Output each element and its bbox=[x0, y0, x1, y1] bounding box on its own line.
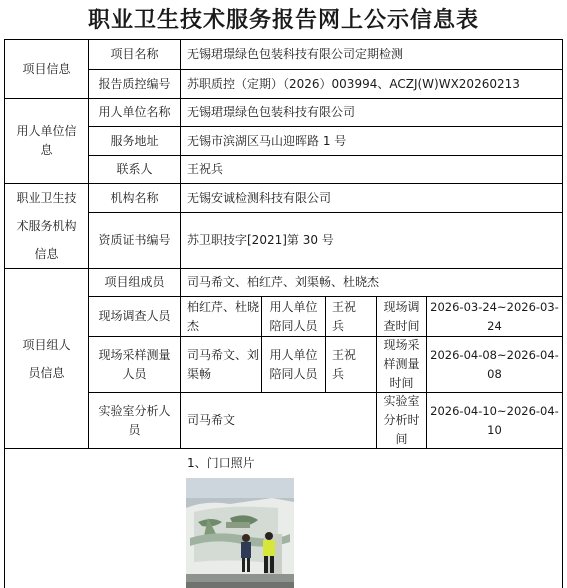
survey-staff-value: 柏红芹、杜晓杰 bbox=[187, 299, 260, 333]
service-address-label: 服务地址 bbox=[110, 133, 159, 148]
lab-time-value: 2026-04-10~2026-04-10 bbox=[430, 403, 559, 437]
survey-time-label: 现场调查时间 bbox=[383, 299, 420, 333]
contact-label: 联系人 bbox=[116, 162, 153, 176]
cert-number-label: 资质证书编号 bbox=[98, 233, 171, 247]
sampling-escort-value: 王祝兵 bbox=[332, 347, 357, 381]
report-number-label: 报告质控编号 bbox=[98, 76, 171, 91]
survey-escort-value: 王祝兵 bbox=[332, 299, 357, 333]
lab-staff-value: 司马希文 bbox=[187, 413, 236, 427]
survey-escort-label: 用人单位陪同人员 bbox=[269, 299, 318, 333]
cert-number-value: 苏卫职技字[2021]第 30 号 bbox=[187, 233, 334, 247]
service-address-value: 无锡市滨湖区马山迎晖路 1 号 bbox=[187, 133, 347, 148]
project-name-label: 项目名称 bbox=[110, 47, 159, 61]
lab-staff-label: 实验室分析人员 bbox=[98, 403, 171, 437]
lab-time-label: 实验室分析时间 bbox=[383, 394, 420, 446]
employer-name-value: 无锡珺璟绿色包装科技有限公司 bbox=[187, 105, 356, 119]
survey-staff-label: 现场调查人员 bbox=[98, 309, 171, 323]
entrance-photo bbox=[186, 478, 294, 588]
sampling-staff-label: 现场采样测量人员 bbox=[98, 347, 171, 381]
report-number-value: 苏职质控（定期）（2026）003994、ACZJ(W)WX20260213 bbox=[187, 76, 520, 91]
section-agency: 职业卫生技术服务机构信息 bbox=[16, 191, 77, 261]
project-name-value: 无锡珺璟绿色包装科技有限公司定期检测 bbox=[187, 47, 404, 61]
photo-caption: 1、门口照片 bbox=[187, 455, 255, 470]
contact-value: 王祝兵 bbox=[187, 162, 224, 176]
section-team: 项目组人员信息 bbox=[22, 337, 71, 380]
agency-name-label: 机构名称 bbox=[110, 190, 159, 205]
sampling-time-label: 现场采样测量时间 bbox=[383, 338, 420, 390]
page-title: 职业卫生技术服务报告网上公示信息表 bbox=[87, 7, 479, 33]
agency-name-value: 无锡安诚检测科技有限公司 bbox=[187, 190, 332, 205]
employer-name-label: 用人单位名称 bbox=[98, 105, 171, 119]
survey-time-value: 2026-03-24~2026-03-24 bbox=[430, 299, 559, 333]
sampling-time-value: 2026-04-08~2026-04-08 bbox=[430, 347, 559, 381]
section-employer: 用人单位信息 bbox=[16, 124, 77, 157]
members-value: 司马希文、柏红芹、刘渠畅、杜晓杰 bbox=[187, 275, 380, 289]
members-label: 项目组成员 bbox=[104, 275, 165, 289]
section-project-info: 项目信息 bbox=[22, 61, 71, 76]
sampling-escort-label: 用人单位陪同人员 bbox=[269, 347, 318, 381]
sampling-staff-value: 司马希文、刘渠畅 bbox=[187, 347, 260, 381]
